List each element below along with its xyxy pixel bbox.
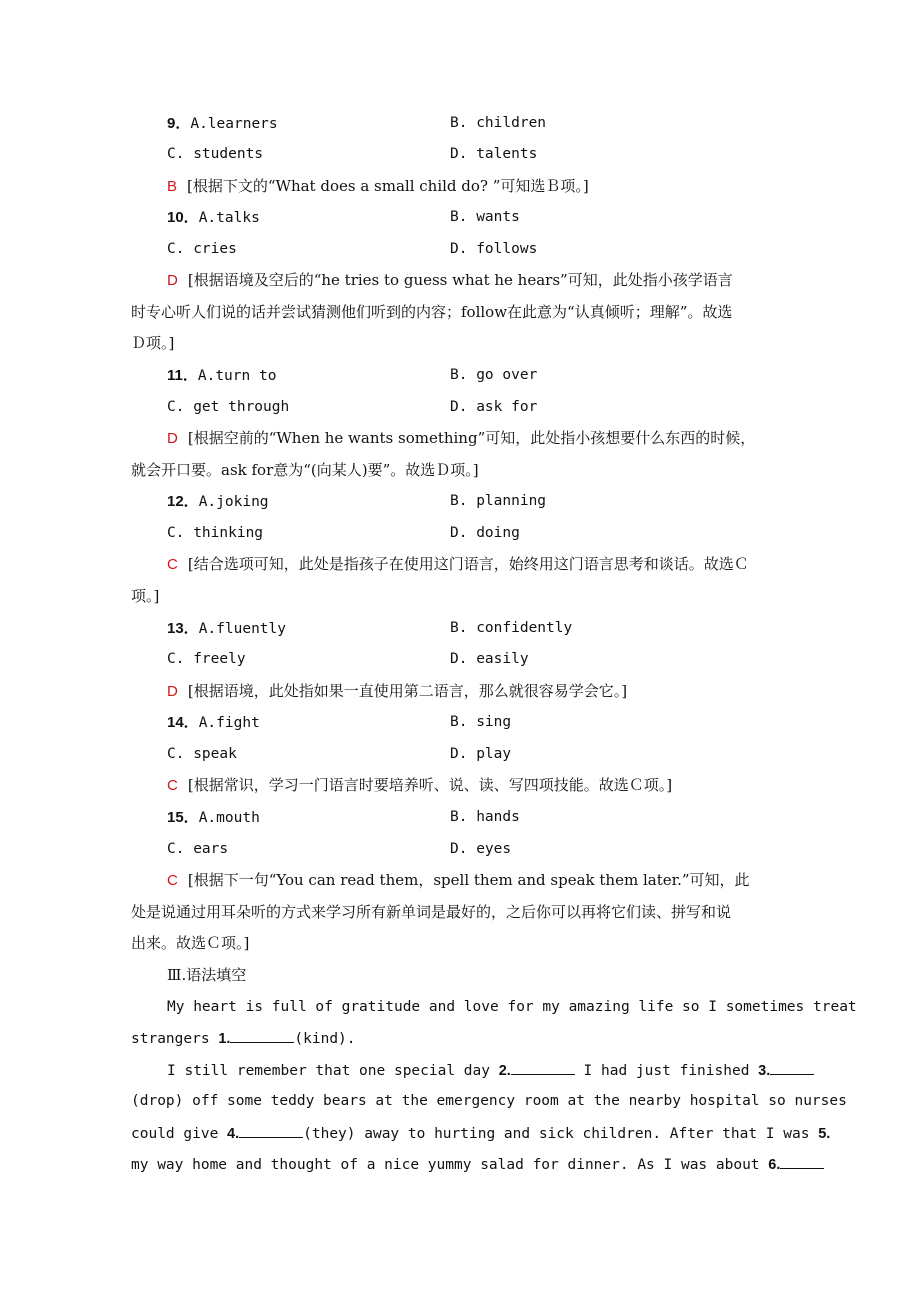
q14-option-b: B. sing <box>450 714 512 730</box>
q11-exp1: [根据空前的“When he wants something”可知，此处指小孩想要什么东西的时候， <box>187 429 756 447</box>
blank-4[interactable] <box>239 1123 303 1138</box>
q9-option-d: D. talents <box>450 146 538 162</box>
q14-answer: C <box>167 777 178 794</box>
q12-a-text: A.joking <box>198 494 269 510</box>
q10-explanation-line1 <box>167 270 733 291</box>
q12-explanation-line1 <box>167 554 749 575</box>
passage-text: I still remember that one special day <box>167 1063 499 1079</box>
blank-number-5: 5. <box>818 1126 831 1142</box>
q12-option-c: C. thinking <box>167 525 264 541</box>
blank-number-4: 4. <box>227 1126 240 1142</box>
q13-option-c: C. freely <box>167 651 246 667</box>
q13-option-a <box>167 618 286 639</box>
q11-number: 11． <box>167 367 198 384</box>
passage-line6 <box>131 1154 824 1175</box>
blank-2[interactable] <box>511 1060 575 1075</box>
q13-option-d: D. easily <box>450 651 529 667</box>
q10-a-text: A.talks <box>198 210 260 226</box>
q14-number: 14． <box>167 714 199 731</box>
q15-explanation-line1 <box>167 870 750 891</box>
q10-option-a <box>167 207 260 228</box>
q9-a-text: A.learners <box>190 116 278 132</box>
q12-option-b: B. planning <box>450 493 547 509</box>
blank-6[interactable] <box>780 1154 824 1169</box>
passage-text: (kind). <box>294 1031 356 1047</box>
q14-a-text: A.fight <box>198 715 260 731</box>
q9-number: 9． <box>167 115 191 132</box>
blank-number-2: 2. <box>498 1063 511 1079</box>
q11-option-a <box>167 365 276 386</box>
passage-line3 <box>167 1060 814 1081</box>
q15-option-b: B. hands <box>450 809 520 825</box>
q12-option-d: D. doing <box>450 525 520 541</box>
q11-a-text: A.turn to <box>197 368 277 384</box>
q12-number: 12． <box>167 493 199 510</box>
q13-exp: [根据语境，此处指如果一直使用第二语言，那么就很容易学会它。] <box>187 682 628 700</box>
blank-number-1: 1. <box>218 1031 231 1047</box>
q10-option-d: D. follows <box>450 241 538 257</box>
q12-option-a <box>167 491 269 512</box>
passage-text: my way home and thought of a nice yummy salad for dinner. As I was about <box>131 1157 769 1173</box>
q15-option-d: D. eyes <box>450 841 512 857</box>
q9-explanation <box>167 176 589 197</box>
q15-option-c: C. ears <box>167 841 229 857</box>
q12-answer: C <box>167 556 178 573</box>
q14-option-d: D. play <box>450 746 512 762</box>
q15-answer: C <box>167 872 178 889</box>
q9-option-b: B. children <box>450 115 547 131</box>
q11-option-b: B. go over <box>450 367 538 383</box>
q15-exp1: [根据下一句“You can read them，spell them and speak them later.”可知，此 <box>187 871 750 889</box>
q10-option-c: C. cries <box>167 241 237 257</box>
q11-answer: D <box>167 430 178 447</box>
q14-exp: [根据常识，学习一门语言时要培养听、说、读、写四项技能。故选Ｃ项。] <box>187 776 673 794</box>
passage-line4: (drop) off some teddy bears at the emergency room at the nearby hospital so nurses <box>131 1093 847 1109</box>
blank-1[interactable] <box>230 1028 294 1043</box>
passage-line2 <box>131 1028 356 1049</box>
q13-number: 13． <box>167 620 199 637</box>
passage-text: I had just finished <box>574 1063 759 1079</box>
q13-option-b: B. confidently <box>450 620 573 636</box>
passage-line5 <box>131 1123 830 1144</box>
q10-explanation-line3: Ｄ项。] <box>131 334 175 352</box>
q13-explanation <box>167 681 627 702</box>
passage-text: (they) away to hurting and sick children. After that I was <box>303 1126 819 1142</box>
q12-exp1: [结合选项可知，此处是指孩子在使用这门语言，始终用这门语言思考和谈话。故选Ｃ <box>187 555 749 573</box>
q11-option-c: C. get through <box>167 399 290 415</box>
passage-text: strangers <box>131 1031 219 1047</box>
q9-exp-text: [根据下文的“What does a small child do? ”可知选Ｂ项。] <box>187 177 589 195</box>
q10-exp1: [根据语境及空后的“he tries to guess what he hears”可知，此处指小孩学语言 <box>187 271 733 289</box>
q14-option-c: C. speak <box>167 746 237 762</box>
q10-explanation-line2: 时专心听人们说的话并尝试猜测他们听到的内容；follow在此意为“认真倾听；理解”。故选 <box>131 303 733 321</box>
q11-option-d: D. ask for <box>450 399 538 415</box>
q9-option-c: C. students <box>167 146 264 162</box>
q10-option-b: B. wants <box>450 209 520 225</box>
q14-option-a <box>167 712 260 733</box>
q10-answer: D <box>167 272 178 289</box>
q10-number: 10． <box>167 209 199 226</box>
blank-number-3: 3. <box>758 1063 771 1079</box>
q11-explanation-line2: 就会开口要。ask for意为“(向某人)要”。故选Ｄ项。] <box>131 461 479 479</box>
q9-option-a <box>167 113 278 134</box>
q12-explanation-line2: 项。] <box>131 587 160 605</box>
q15-option-a <box>167 807 260 828</box>
q9-answer: B <box>167 178 178 195</box>
blank-number-6: 6. <box>768 1157 781 1173</box>
q13-answer: D <box>167 683 178 700</box>
q11-explanation-line1 <box>167 428 755 449</box>
q15-explanation-line2: 处是说通过用耳朵听的方式来学习所有新单词是最好的，之后你可以再将它们读、拼写和说 <box>131 903 732 921</box>
q15-explanation-line3: 出来。故选Ｃ项。] <box>131 934 250 952</box>
q13-a-text: A.fluently <box>198 621 286 637</box>
passage-text: could give <box>131 1126 228 1142</box>
q15-a-text: A.mouth <box>198 810 260 826</box>
passage-line1: My heart is full of gratitude and love for my amazing life so I sometimes treat <box>167 999 857 1015</box>
section-heading: Ⅲ.语法填空 <box>167 966 247 984</box>
blank-3[interactable] <box>770 1060 814 1075</box>
q15-number: 15． <box>167 809 199 826</box>
q14-explanation <box>167 775 672 796</box>
